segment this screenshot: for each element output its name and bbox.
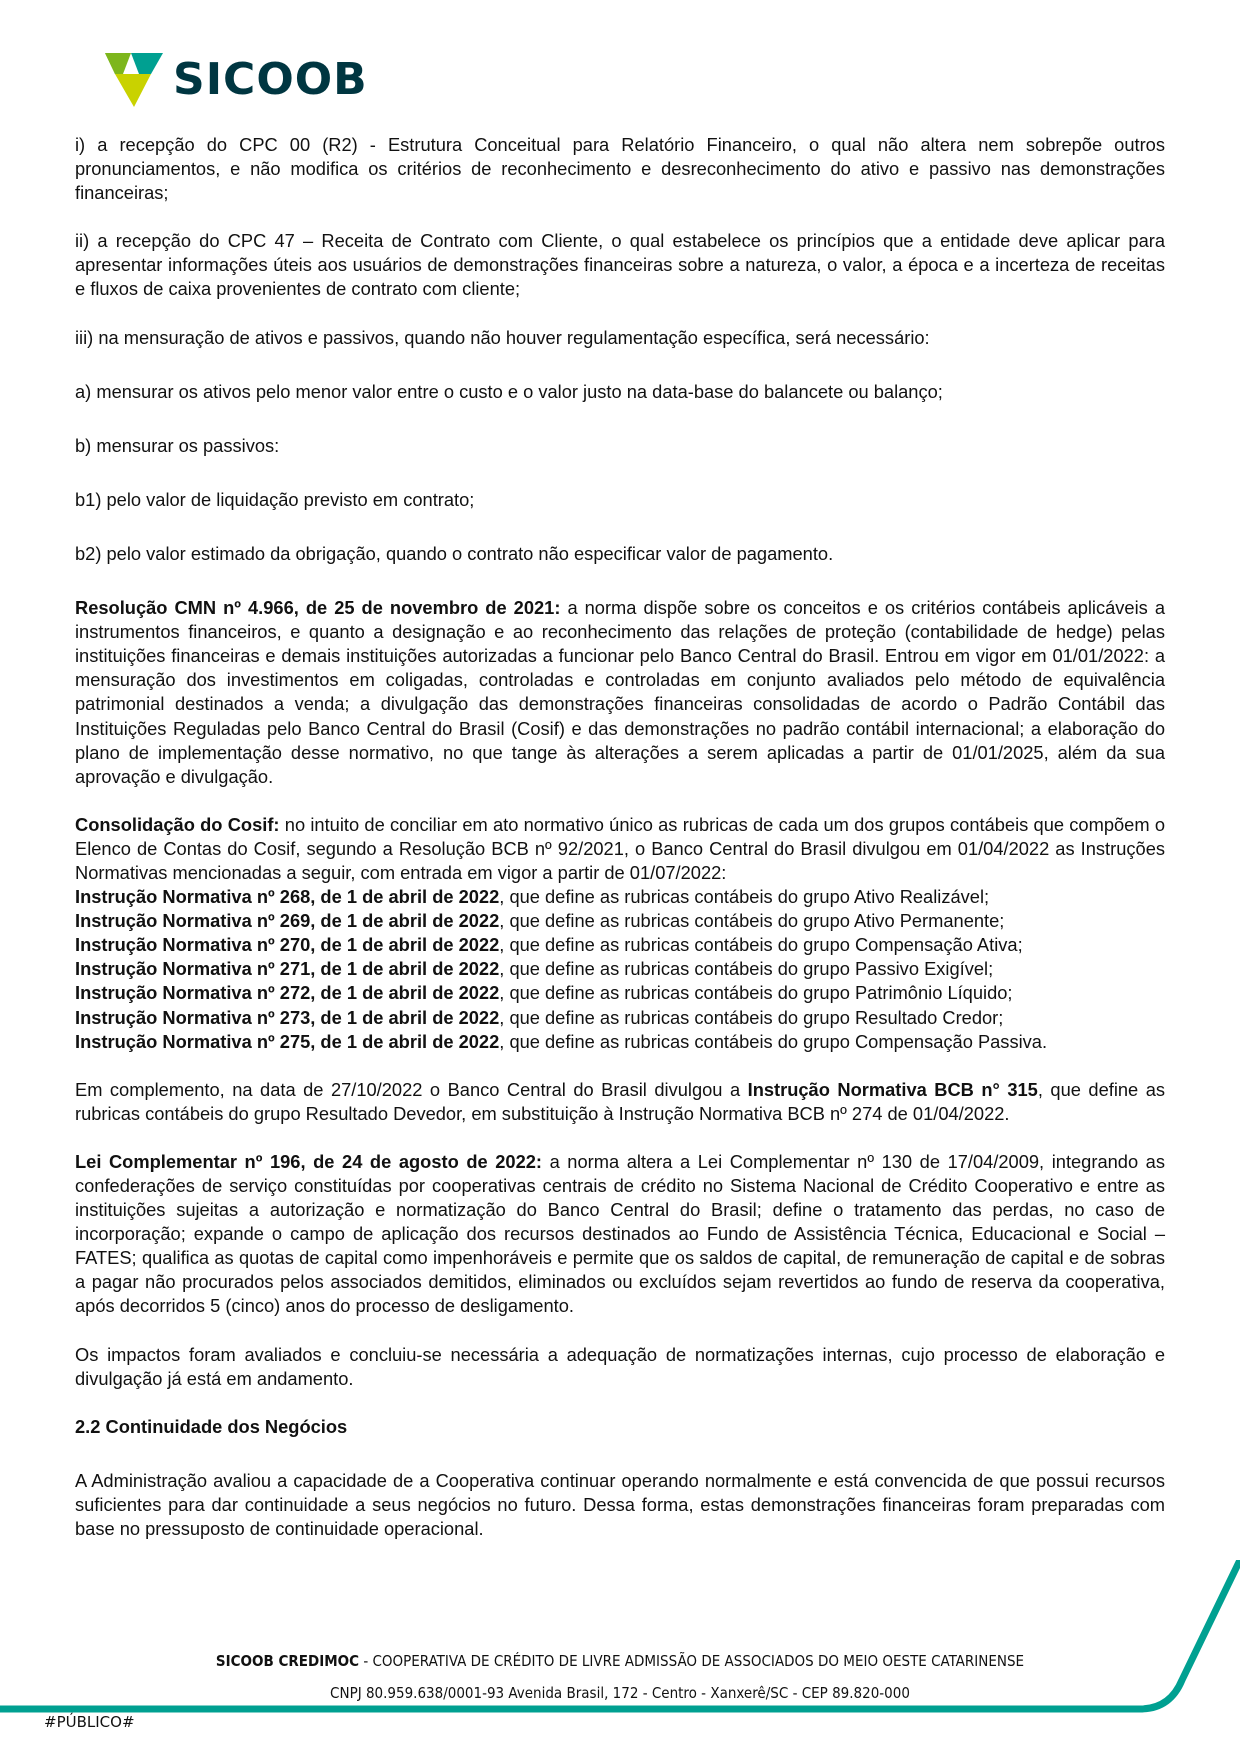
paragraph-cpc00: i) a recepção do CPC 00 (R2) - Estrutura Conceitual para Relatório Financeiro, o qual não altera nem sobrepõe outros pronunciamentos, e não modifica os critérios de reconhecimento e desreconhecimento do ativo e passivo nas demonstrações financeiras;: [75, 134, 1165, 204]
paragraph-b1: b1) pelo valor de liquidação previsto em contrato;: [75, 488, 475, 510]
footer-organization: SICOOB CREDIMOC - COOPERATIVA DE CRÉDITO DE LIVRE ADMISSÃO DE ASSOCIADOS DO MEIO OESTE CATARINENSE: [215, 1652, 1025, 1670]
section-heading: 2.2 Continuidade dos Negócios: [75, 1415, 348, 1437]
paragraph-resolucao-cmn: Resolução CMN nº 4.966, de 25 de novembro de 2021: a norma dispõe sobre os conceitos e os critérios contábeis aplicáveis a instrumentos financeiros, e quanto a designação e ao reconhecimento das relações de proteção (contabilidade de hedge) pelas instituições financeiras e demais instituições autorizadas a funcionar pelo Banco Central do Brasil. Entrou em vigor em 01/01/2022: a mensuração dos investimentos em coligadas, controladas e controladas em conjunto avaliados pelo método de equivalência patrimonial destinados a venda; a divulgação das demonstrações financeiras consolidadas de acordo o Padrão Contábil das Instituições Reguladas pelo Banco Central do Brasil (Cosif) e das demonstrações no padrão contábil internacional; a elaboração do plano de implementação desse normativo, no que tange às alterações a serem aplicadas a partir de 01/01/2025, além da sua aprovação e divulgação.: [75, 597, 1165, 787]
lei-title: Lei Complementar nº 196, de 24 de agosto de 2022:: [75, 1150, 542, 1172]
instrucao-item: Instrução Normativa nº 270, de 1 de abril de 2022, que define as rubricas contábeis do grupo Compensação Ativa;: [75, 934, 1023, 956]
instrucao-item: Instrução Normativa nº 275, de 1 de abril de 2022, que define as rubricas contábeis do grupo Compensação Passiva.: [75, 1030, 1048, 1052]
paragraph-cpc47: ii) a recepção do CPC 47 – Receita de Contrato com Cliente, o qual estabelece os princípios que a entidade deve aplicar para apresentar informações úteis aos usuários de demonstrações financeiras sobre a natureza, o valor, a época e a incerteza de receitas e fluxos de caixa provenientes de contrato com cliente;: [75, 230, 1165, 300]
paragraph-impactos: Os impactos foram avaliados e concluiu-se necessária a adequação de normatizações internas, cujo processo de elaboração e divulgação já está em andamento.: [75, 1343, 1165, 1389]
paragraph-continuidade: A Administração avaliou a capacidade de a Cooperativa continuar operando normalmente e está convencida de que possui recursos suficientes para dar continuidade a seus negócios no futuro. Dessa forma, estas demonstrações financeiras foram preparadas com base no pressuposto de continuidade operacional.: [75, 1469, 1165, 1540]
resolucao-title: Resolução CMN nº 4.966, de 25 de novembro de 2021:: [75, 597, 561, 619]
logo-text: SICOOB: [173, 54, 368, 105]
instrucao-item: Instrução Normativa nº 268, de 1 de abril de 2022, que define as rubricas contábeis do grupo Ativo Realizável;: [75, 886, 990, 908]
paragraph-b2: b2) pelo valor estimado da obrigação, quando o contrato não especificar valor de pagamento.: [75, 542, 834, 564]
instrucao-item: Instrução Normativa nº 272, de 1 de abril de 2022, que define as rubricas contábeis do grupo Patrimônio Líquido;: [75, 982, 1013, 1004]
document-body: [75, 133, 1165, 1565]
cosif-title: Consolidação do Cosif:: [75, 813, 280, 835]
paragraph-complemento: Em complemento, na data de 27/10/2022 o Banco Central do Brasil divulgou a Instrução Normativa BCB n° 315, que define as rubricas contábeis do grupo Resultado Devedor, em substituição à Instrução Normativa BCB nº 274 de 01/04/2022.: [75, 1078, 1166, 1124]
paragraph-lei-complementar: Lei Complementar nº 196, de 24 de agosto de 2022: a norma altera a Lei Complementar nº 130 de 17/04/2009, integrando as confederações de serviço constituídas por cooperativas centrais de crédito no Sistema Nacional de Crédito Cooperativo e entre as instituições sujeitas a autorização e normatização do Banco Central do Brasil; define o tratamento das perdas, no caso de incorporação; expande o campo de aplicação dos recursos destinados ao Fundo de Assistência Técnica, Educacional e Social – FATES; qualifica as quotas de capital como impenhoráveis e permite que os saldos de capital, de remuneração de capital e de sobras a pagar não procurados pelos associados demitidos, eliminados ou excluídos sejam revertidos ao fundo de reserva da cooperativa, após decorridos 5 (cinco) anos do processo de desligamento.: [75, 1150, 1165, 1317]
instrucao-item: Instrução Normativa nº 269, de 1 de abril de 2022, que define as rubricas contábeis do grupo Ativo Permanente;: [75, 910, 1005, 932]
paragraph-ativos: a) mensurar os ativos pelo menor valor entre o custo e o valor justo na data-base do balancete ou balanço;: [75, 380, 943, 402]
instrucao-item: Instrução Normativa nº 273, de 1 de abril de 2022, que define as rubricas contábeis do grupo Resultado Credor;: [75, 1006, 1004, 1028]
footer-address: CNPJ 80.959.638/0001-93 Avenida Brasil, 172 - Centro - Xanxerê/SC - CEP 89.820-000: [330, 1684, 910, 1702]
classification-label: #PÚBLICO#: [44, 1713, 135, 1731]
instrucao-item: Instrução Normativa nº 271, de 1 de abril de 2022, que define as rubricas contábeis do grupo Passivo Exigível;: [75, 958, 994, 980]
paragraph-passivos: b) mensurar os passivos:: [75, 434, 280, 456]
paragraph-consolidacao-cosif: Consolidação do Cosif: no intuito de conciliar em ato normativo único as rubricas de cada um dos grupos contábeis que compõem o Elenco de Contas do Cosif, segundo a Resolução BCB nº 92/2021, o Banco Central do Brasil divulgou em 01/04/2022 as Instruções Normativas mencionadas a seguir, com entrada em vigor a partir de 01/07/2022: Instrução Normativa nº 268, de 1 de abril de 2022, que define as rubricas contábeis do grupo Ativo Realizável; Instrução Normativa nº 269, de 1 de abril de 2022, que define as rubricas contábeis do grupo Ativo Permanente; Instrução Normativa nº 270, de 1 de abril de 2022, que define as rubricas contábeis do grupo Compensação Ativa; Instrução Normativa nº 271, de 1 de abril de 2022, que define as rubricas contábeis do grupo Passivo Exigível; Instrução Normativa nº 272, de 1 de abril de 2022, que define as rubricas contábeis do grupo Patrimônio Líquido; Instrução Normativa nº 273, de 1 de abril de 2022, que define as rubricas contábeis do grupo Resultado Credor; Instrução Normativa nº 275, de 1 de abril de 2022, que define as rubricas contábeis do grupo Compensação Passiva.: [75, 813, 1165, 1054]
paragraph-mensuracao: iii) na mensuração de ativos e passivos, quando não houver regulamentação específica, será necessário:: [75, 326, 930, 348]
sicoob-logo: [103, 52, 368, 108]
sicoob-triangle-icon: [103, 52, 165, 108]
